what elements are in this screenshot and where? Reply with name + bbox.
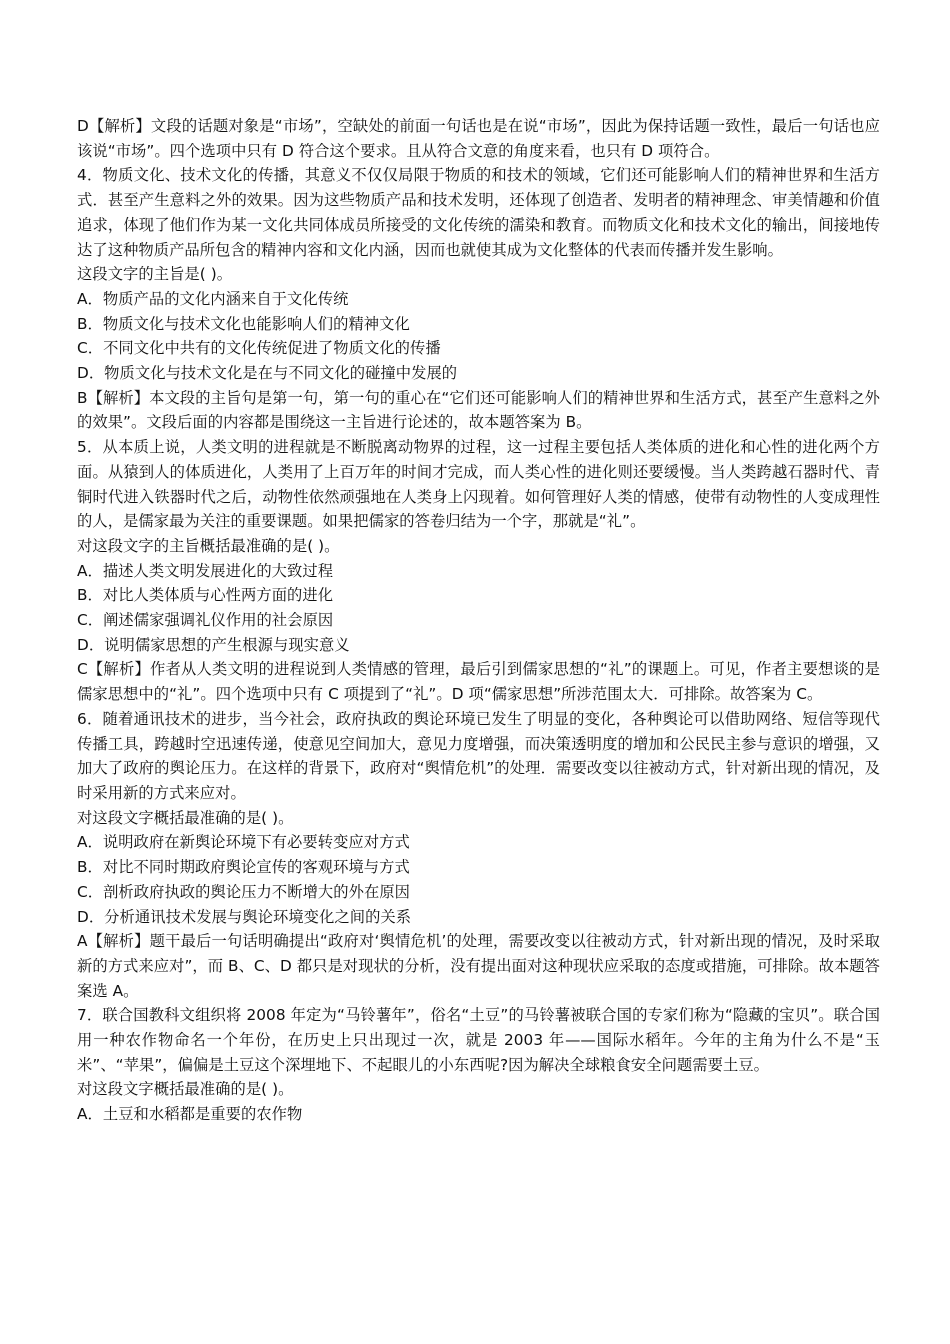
question-5-passage: 5．从本质上说，人类文明的进程就是不断脱离动物界的过程，这一过程主要包括人类体质的进化和心性的进化两个方面。从猿到人的体质进化，人类用了上百万年的时间才完成，而人类心性的进化则还要缓慢。当人类跨越石器时代、青铜时代进入铁器时代之后，动物性依然顽强地在人类身上闪现着。如何管理好人类的情感，使带有动物性的人变成理性的人，是儒家最为关注的重要课题。如果把儒家的答卷归结为一个字，那就是“礼”。 — [77, 438, 880, 531]
question-5-option-d: D．说明儒家思想的产生根源与现实意义 — [77, 635, 350, 654]
question-7-option-a: A．土豆和水稻都是重要的农作物 — [77, 1105, 303, 1124]
question-5-stem: 对这段文字的主旨概括最准确的是( )。 — [77, 536, 340, 555]
question-4-option-a: A．物质产品的文化内涵来自于文化传统 — [77, 289, 349, 308]
question-4-option-b: B．物质文化与技术文化也能影响人们的精神文化 — [77, 314, 410, 333]
question-6-option-c: C．剖析政府执政的舆论压力不断增大的外在原因 — [77, 882, 411, 901]
question-4-passage: 4．物质文化、技术文化的传播，其意义不仅仅局限于物质的和技术的领域，它们还可能影响人们的精神世界和生活方式．甚至产生意料之外的效果。因为这些物质产品和技术发明，还体现了创造者、发明者的精神理念、审美情趣和价值追求，体现了他们作为某一文化共同体成员所接受的文化传统的濡染和教育。而物质文化和技术文化的输出，间接地传达了这种物质产品所包含的精神内容和文化内涵，因而也就使其成为文化整体的代表而传播并发生影响。 — [77, 166, 880, 259]
answer-3-explanation: D【解析】文段的话题对象是“市场”，空缺处的前面一句话也是在说“市场”，因此为保持话题一致性，最后一句话也应该说“市场”。四个选项中只有 D 符合这个要求。且从符合文意的角度来看，也只有 D 项符合。 — [77, 117, 880, 160]
question-7-passage: 7．联合国教科文组织将 2008 年定为“马铃薯年”，俗名“土豆”的马铃薯被联合国的专家们称为“隐藏的宝贝”。联合国用一种农作物命名一个年份，在历史上只出现过一次，就是 2003 年——国际水稻年。今年的主角为什么不是“玉米”、“苹果”，偏偏是土豆这个深埋地下、不起眼儿的小东西呢?因为解决全球粮食安全问题需要土豆。 — [77, 1006, 880, 1074]
answer-6-explanation: A【解析】题干最后一句话明确提出“政府对‘舆情危机’的处理，需要改变以往被动方式，针对新出现的情况，及时采取新的方式来应对”，而 B、C、D 都只是对现状的分析，没有提出面对这种现状应采取的态度或措施，可排除。故本题答案选 A。 — [77, 932, 880, 1000]
question-6-option-b: B．对比不同时期政府舆论宣传的客观环境与方式 — [77, 858, 410, 877]
question-6-option-d: D．分析通讯技术发展与舆论环境变化之间的关系 — [77, 907, 412, 926]
question-5-option-c: C．阐述儒家强调礼仪作用的社会原因 — [77, 611, 334, 630]
question-5-option-b: B．对比人类体质与心性两方面的进化 — [77, 586, 334, 605]
question-4-option-c: C．不同文化中共有的文化传统促进了物质文化的传播 — [77, 339, 441, 358]
question-6-stem: 对这段文字概括最准确的是( )。 — [77, 808, 294, 827]
question-7-stem: 对这段文字概括最准确的是( )。 — [77, 1080, 294, 1099]
question-4-option-d: D．物质文化与技术文化是在与不同文化的碰撞中发展的 — [77, 364, 458, 383]
question-4-stem: 这段文字的主旨是( )。 — [77, 265, 233, 284]
answer-4-explanation: B【解析】本文段的主旨句是第一句，第一句的重心在“它们还可能影响人们的精神世界和生活方式，甚至产生意料之外的效果”。文段后面的内容都是围绕这一主旨进行论述的，故本题答案为 B。 — [77, 388, 880, 432]
question-6-option-a: A．说明政府在新舆论环境下有必要转变应对方式 — [77, 833, 410, 852]
answer-5-explanation: C【解析】作者从人类文明的进程说到人类情感的管理，最后引到儒家思想的“礼”的课题上。可见，作者主要想谈的是儒家思想中的“礼”。四个选项中只有 C 项提到了“礼”。D 项“儒家思想”所涉范围太大．可排除。故答案为 C。 — [77, 660, 880, 704]
question-6-passage: 6．随着通讯技术的进步，当今社会，政府执政的舆论环境已发生了明显的变化，各种舆论可以借助网络、短信等现代传播工具，跨越时空迅速传递，使意见空间加大，意见力度增强，而决策透明度的增加和公民民主参与意识的增强，又加大了政府的舆论压力。在这样的背景下，政府对“舆情危机”的处理．需要改变以往被动方式，针对新出现的情况，及时采用新的方式来应对。 — [77, 709, 880, 802]
question-5-option-a: A．描述人类文明发展进化的大致过程 — [77, 561, 334, 580]
document-body — [77, 114, 880, 1127]
